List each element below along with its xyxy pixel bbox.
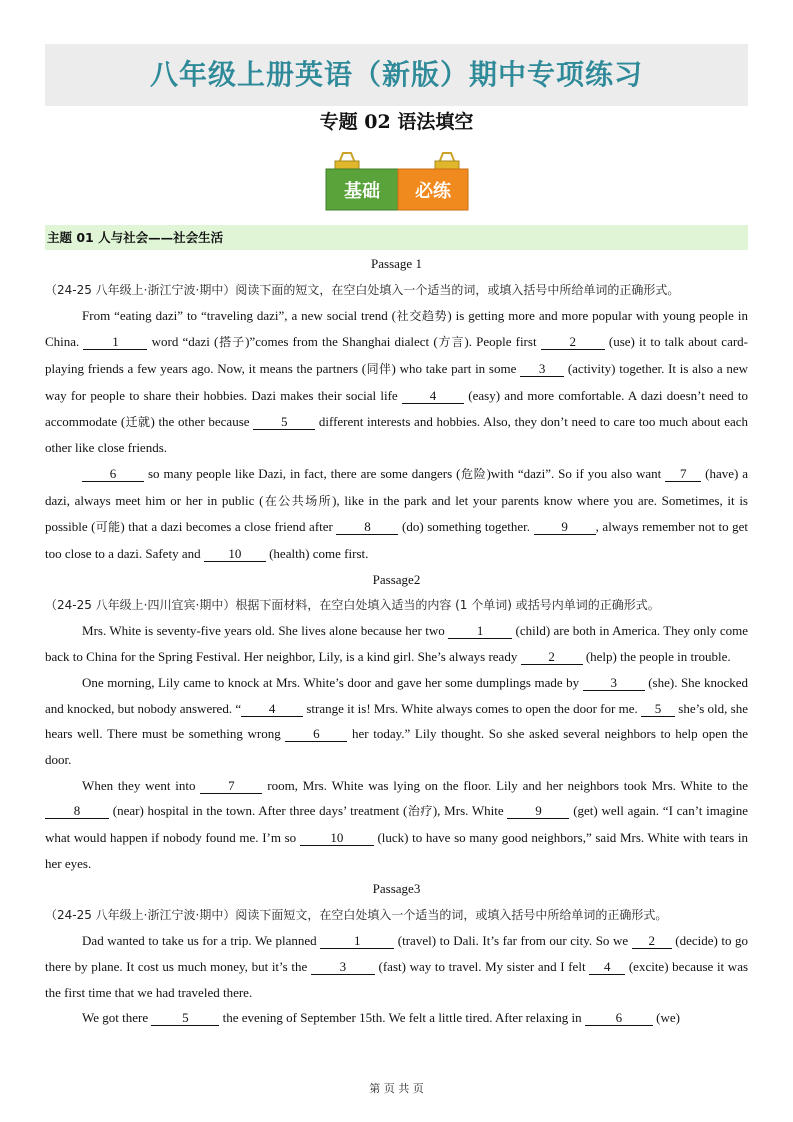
blank-1[interactable]: 1 (448, 623, 512, 639)
blank-5[interactable]: 5 (253, 414, 315, 430)
blank-8[interactable]: 8 (45, 803, 109, 819)
blank-4[interactable]: 4 (402, 388, 464, 404)
badge-left-text: 基础 (344, 181, 380, 202)
blank-3[interactable]: 3 (520, 361, 564, 377)
passage-paragraph: Dad wanted to take us for a trip. We planned 1 (travel) to Dali. It’s far from our city. So we 2 (decide) to go there by plane. It cost us much money, but it’s the 3 (fast) way to travel. My sister and I felt 4 (excite) because it was the first time that we had traveled there. (45, 933, 749, 1000)
passage-source-instruction: （24-25 八年级上·四川宜宾·期中）根据下面材料，在空白处填入适当的内容 (1 个单词) 或括号内单词的正确形式。 (45, 598, 660, 613)
passage-paragraph: One morning, Lily came to knock at Mrs. White’s door and gave her some dumplings made by 3 (she). She knocked and knocked, but nobody answered. “ 4 strange it is! Mrs. White always comes to open the door for me. 5 she’s old, she hears well. There must be something wrong 6 her today.” Lily thought. So she asked several neighbors to help open the door. (45, 674, 749, 767)
blank-1[interactable]: 1 (83, 334, 147, 350)
blank-6[interactable]: 6 (82, 466, 144, 482)
blank-4[interactable]: 4 (589, 959, 625, 975)
blank-6[interactable]: 6 (585, 1010, 653, 1026)
binder-clip-icon (435, 153, 459, 171)
blank-2[interactable]: 2 (632, 933, 672, 949)
blank-10[interactable]: 10 (300, 830, 374, 846)
blank-6[interactable]: 6 (285, 726, 347, 742)
passage-paragraph: We got there 5 the evening of September 15th. We felt a little tired. After relaxing in 6 (we) (82, 1010, 680, 1026)
passage-paragraph: Mrs. White is seventy-five years old. She lives alone because her two 1 (child) are both in America. They only come back to China for the Spring Festival. Her neighbor, Lily, is a kind girl. She’s always ready 2 (help) the people in trouble. (45, 623, 748, 665)
badge-right-text: 必练 (415, 181, 451, 202)
passage-title: Passage3 (372, 881, 421, 897)
blank-1[interactable]: 1 (320, 933, 394, 949)
passage-paragraph: 6 so many people like Dazi, in fact, there are some dangers (危险)with “dazi”. So if you also want 7 (have) a dazi, always meet him or her in public (在公共场所), like in the park and let your parents know where you are. Sometimes, it is possible (可能) that a dazi becomes a close friend after 8 (do) something together. 9 , always remember not to get too close to a dazi. Safety and 10 (health) come first. (45, 465, 749, 562)
blank-5[interactable]: 5 (151, 1010, 219, 1026)
passage-paragraph: When they went into 7 room, Mrs. White was lying on the floor. Lily and her neighbors took Mrs. White to the 8 (near) hospital in the town. After three days’ treatment (治疗), Mrs. White 9 (get) well again. “I can’t imagine what would happen if nobody found me. I’m so 10 (luck) to have so many good neighbors,” said Mrs. White with tears in her eyes. (45, 777, 749, 871)
blank-8[interactable]: 8 (336, 519, 398, 535)
theme-heading: 主题 01 人与社会——社会生活 (45, 225, 748, 250)
binder-clip-icon (335, 153, 359, 171)
blank-2[interactable]: 2 (541, 334, 605, 350)
blank-5[interactable]: 5 (641, 701, 675, 717)
passage-paragraph: From “eating dazi” to “traveling dazi”, a new social trend (社交趋势) is getting more and more popular with young people in China. 1 word “dazi (搭子)”comes from the Shanghai dialect (方言). People first 2 (use) it to talk about card-playing friends a few years ago. Now, it means the partners (同伴) who take part in some 3 (activity) together. It is also a new way for people to share their hobbies. Dazi makes their social life 4 (easy) and more comfortable. A dazi doesn’t need to accommodate (迁就) the other because 5 different interests and hobbies. Also, they don’t need to care too much about each other like close friends. (45, 307, 749, 456)
blank-2[interactable]: 2 (521, 649, 583, 665)
passage-title: Passage 1 (371, 256, 422, 271)
basic-practice-badge (325, 151, 469, 218)
page-banner-title: 八年级上册英语（新版）期中专项练习 (45, 44, 748, 106)
blank-9[interactable]: 9 (507, 803, 569, 819)
page-subtitle: 专题 02 语法填空 (319, 111, 474, 133)
blank-3[interactable]: 3 (311, 959, 375, 975)
blank-9[interactable]: 9 (534, 519, 596, 535)
blank-10[interactable]: 10 (204, 546, 266, 562)
blank-3[interactable]: 3 (583, 675, 645, 691)
blank-4[interactable]: 4 (241, 701, 303, 717)
passage-title: Passage2 (372, 571, 421, 587)
blank-7[interactable]: 7 (665, 466, 701, 482)
blank-7[interactable]: 7 (200, 778, 262, 794)
passage-source-instruction: （24-25 八年级上·浙江宁波·期中）阅读下面短文，在空白处填入一个适当的词，或填入括号中所给单词的正确形式。 (45, 908, 668, 923)
exercise-content (45, 251, 748, 1031)
page-footer: 第 页 共 页 (369, 1082, 424, 1095)
passage-source-instruction: （24-25 八年级上·浙江宁波·期中）阅读下面的短文，在空白处填入一个适当的词，或填入括号中所给单词的正确形式。 (45, 282, 680, 297)
